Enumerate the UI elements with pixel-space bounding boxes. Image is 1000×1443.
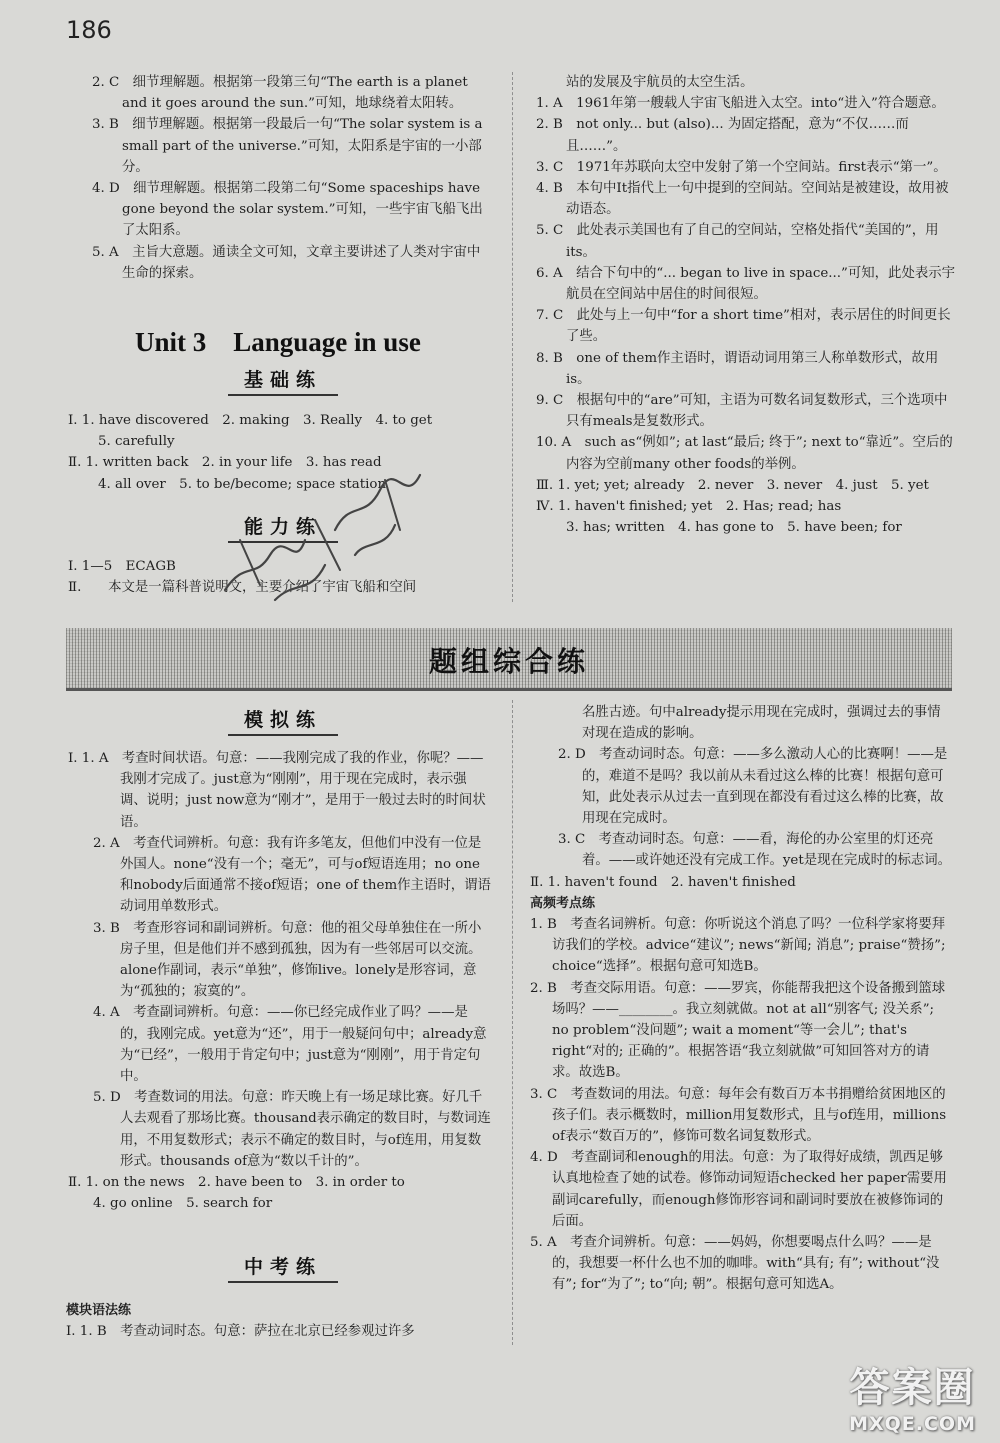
answer-item: 1. B 考查名词辨析。句意：你听说这个消息了吗？一位科学家将要拜访我们的学校。advice“建议”; news“新闻; 消息”; praise“赞扬”; choice“选择”。根据句意可知选B。	[530, 917, 946, 975]
title-underline	[228, 394, 338, 396]
answer-item: 2. C 细节理解题。根据第一段第三句“The earth is a planet and it goes around the sun.”可知，地球绕着太阳转。	[92, 75, 468, 112]
answer-item: 6. A 结合下句中的“... began to live in space...”可知，此处表示宇航员在空间站中居住的时间很短。	[536, 265, 956, 303]
answer-row: Ⅱ. 本文是一篇科普说明文，主要介绍了宇宙飞船和空间	[68, 580, 417, 596]
answer-row: Ⅰ. 1. have discovered 2. making 3. Really 4. to get	[68, 413, 433, 428]
top-left-column	[92, 72, 492, 284]
answer-item: 5. A 考查介词辨析。句意：——妈妈，你想要喝点什么吗？——是的，我想要一杯什么也不加的咖啡。with“具有; 有”; without“没有”; for“为了”; to“向; 朝”。根据句意可知选A。	[530, 1235, 940, 1293]
watermark-logo-text: 答案圈	[849, 1365, 976, 1411]
answer-item: 7. C 此处与上一句中“for a short time”相对，表示居住的时间更长了些。	[536, 308, 951, 345]
answer-row: Ⅱ. 1. written back 2. in your life 3. has read	[68, 455, 382, 471]
answer-item: 4. D 考查副词和enough的用法。句意：为了取得好成绩，凯西足够认真地检查了她的试卷。修饰动词短语checked her paper需要用副词carefully，而enough修饰形容词和副词时要放在被修饰词的后面。	[530, 1150, 947, 1229]
answer-row: Ⅱ. 1. on the news 2. have been to 3. in order to	[68, 1175, 405, 1191]
answer-item: 名胜古迹。句中already提示用现在完成时，强调过去的事情对现在造成的影响。	[582, 705, 941, 742]
exam-practice-title-text: 中考练	[243, 1256, 322, 1278]
answer-item: 8. B one of them作主语时，谓语动词用第三人称单数形式，故用is。	[536, 350, 939, 387]
answer-item: 3. B 细节理解题。根据第一段最后一句“The solar system is a small part of the universe.”可知，太阳系是宇宙的一小部分。	[92, 117, 483, 175]
unit-title: Unit 3 Language in use	[135, 327, 421, 357]
answer-row: Ⅲ. 1. yet; yet; already 2. never 3. never 4. just 5. yet	[536, 477, 929, 493]
mock-practice-title	[228, 705, 338, 736]
basic-practice-title-text: 基础练	[243, 369, 322, 391]
answer-item: 3. C 考查数词的用法。句意：每年会有数百万本书捐赠给贫困地区的孩子们。表示概数时，million用复数形式，且与of连用，millions of表示“数百万的”，修饰可数名词复数形式。	[530, 1086, 947, 1145]
watermark-url: MXQE.COM	[849, 1413, 976, 1435]
answer-row: Ⅱ. 1. haven't found 2. haven't finished	[530, 874, 796, 890]
bottom-right-column	[530, 702, 954, 1296]
answer-item: 2. B 考查交际用语。句意：——罗宾，你能帮我把这个设备搬到篮球场吗？——________。我立刻就做。not at all“别客气; 没关系”; no problem“没问题”; wait a moment“等一会儿”; that's right“对的; 正确的”。根据答语“我立刻就做”可知回答对方的请求。故选B。	[530, 980, 946, 1081]
answer-item: 1. A 1961年第一艘载人宇宙飞船进入太空。into“进入”符合题意。	[536, 96, 945, 112]
site-watermark	[849, 1356, 976, 1435]
grammar-practice-heading: 模块语法练	[66, 1303, 132, 1318]
mock-answers	[68, 748, 493, 1214]
answer-item: 5. C 此处表示美国也有了自己的空间站，空格处指代“美国的”，用its。	[536, 223, 939, 260]
answer-item: 9. C 根据句中的“are”可知，主语为可数名词复数形式，三个选项中只有meals是复数形式。	[536, 393, 948, 430]
answer-item: 4. B 本句中It指代上一句中提到的空间站。空间站是被建设，故用被动语态。	[536, 181, 949, 218]
exam-practice-title	[228, 1252, 338, 1283]
section-banner-title: 题组综合练	[428, 645, 589, 678]
answer-row: 5. carefully	[98, 434, 175, 450]
answer-row: 4. go online 5. search for	[93, 1196, 273, 1212]
answer-item: 5. D 考查数词的用法。句意：昨天晚上有一场足球比赛。好几千人去观看了那场比赛。thousand表示确定的数目时，与数词连用，不用复数形式；表示不确定的数目时，与of连用，用复数形式。thousands of意为“数以千计的”。	[93, 1090, 491, 1169]
column-divider	[512, 72, 513, 602]
top-right-column	[536, 72, 956, 538]
section-banner	[66, 628, 952, 691]
answer-item: 4. D 细节理解题。根据第二段第二句“Some spaceships have gone beyond the solar system.”可知，一些宇宙飞船飞出了太阳系。	[92, 181, 483, 239]
answer-item: 2. D 考查动词时态。句意：——多么激动人心的比赛啊！——是的，难道不是吗？我以前从未看过这么棒的比赛！根据句意可知，此处表示从过去一直到现在都没有看过这么棒的比赛，故用现在完成时。	[558, 747, 948, 827]
answer-item: Ⅰ. 1. B 考查动词时态。句意：萨拉在北京已经参观过许多	[66, 1324, 415, 1340]
answer-row: Ⅳ. 1. haven't finished; yet 2. Has; read; has	[536, 499, 842, 515]
basic-practice-title	[228, 365, 338, 396]
answer-item: 4. A 考查副词辨析。句意：——你已经完成作业了吗？——是的，我刚完成。yet意为“还”，用于一般疑问句中；already意为“已经”，一般用于肯定句中；just意为“刚刚”，用于肯定句中。	[93, 1005, 487, 1085]
answer-item: 3. C 1971年苏联向太空中发射了第一个空间站。first表示“第一”。	[536, 159, 947, 175]
title-underline	[228, 734, 338, 736]
page-number: 186	[66, 16, 112, 44]
title-underline	[228, 1281, 338, 1283]
answer-item: 3. C 考查动词时态。句意：——看，海伦的办公室里的灯还亮着。——或许她还没有完成工作。yet是现在完成时的标志词。	[558, 832, 952, 869]
mock-practice-title-text: 模拟练	[243, 709, 322, 731]
answer-item: 2. A 考查代词辨析。句意：我有许多笔友，但他们中没有一位是外国人。none“没有一个；毫无”，可与of短语连用；no one和nobody后面通常不接of短语；one of them作主语时，谓语动词用单数形式。	[93, 835, 491, 915]
answer-item: 5. A 主旨大意题。通读全文可知，文章主要讲述了人类对宇宙中生命的探索。	[92, 244, 481, 281]
answer-item: 站的发展及宇航员的太空生活。	[566, 75, 754, 90]
column-divider	[512, 700, 513, 1345]
answer-row: 4. all over 5. to be/become; space station	[98, 476, 387, 492]
answer-row: 3. has; written 4. has gone to 5. have been; for	[566, 520, 902, 536]
answer-item: 10. A such as“例如”; at last“最后; 终于”; next to“靠近”。空后的内容为空前many other foods的举例。	[536, 435, 953, 472]
answer-item: 3. B 考查形容词和副词辨析。句意：他的祖父母单独住在一所小房子里，但是他们并不感到孤独，因为有一些邻居可以交流。alone作副词，表示“单独”，修饰live。lonely是形容词，意为“孤独的；寂寞的”。	[93, 920, 482, 1000]
answer-item: Ⅰ. 1. A 考查时间状语。句意：——我刚完成了我的作业，你呢？——我刚才完成了。just意为“刚刚”，用于现在完成时，表示强调、说明；just now意为“刚才”，是用于一般过去时的时间状语。	[68, 751, 486, 830]
grammar-section	[66, 1300, 496, 1342]
answer-item: 2. B not only... but (also)... 为固定搭配，意为“不仅……而且……”。	[536, 117, 909, 154]
answer-row: Ⅰ. 1—5 ECAGB	[68, 559, 176, 574]
ability-practice-title-text: 能力练	[243, 516, 322, 538]
high-frequency-heading: 高频考点练	[530, 895, 596, 911]
handwriting-scribble	[215, 460, 435, 610]
